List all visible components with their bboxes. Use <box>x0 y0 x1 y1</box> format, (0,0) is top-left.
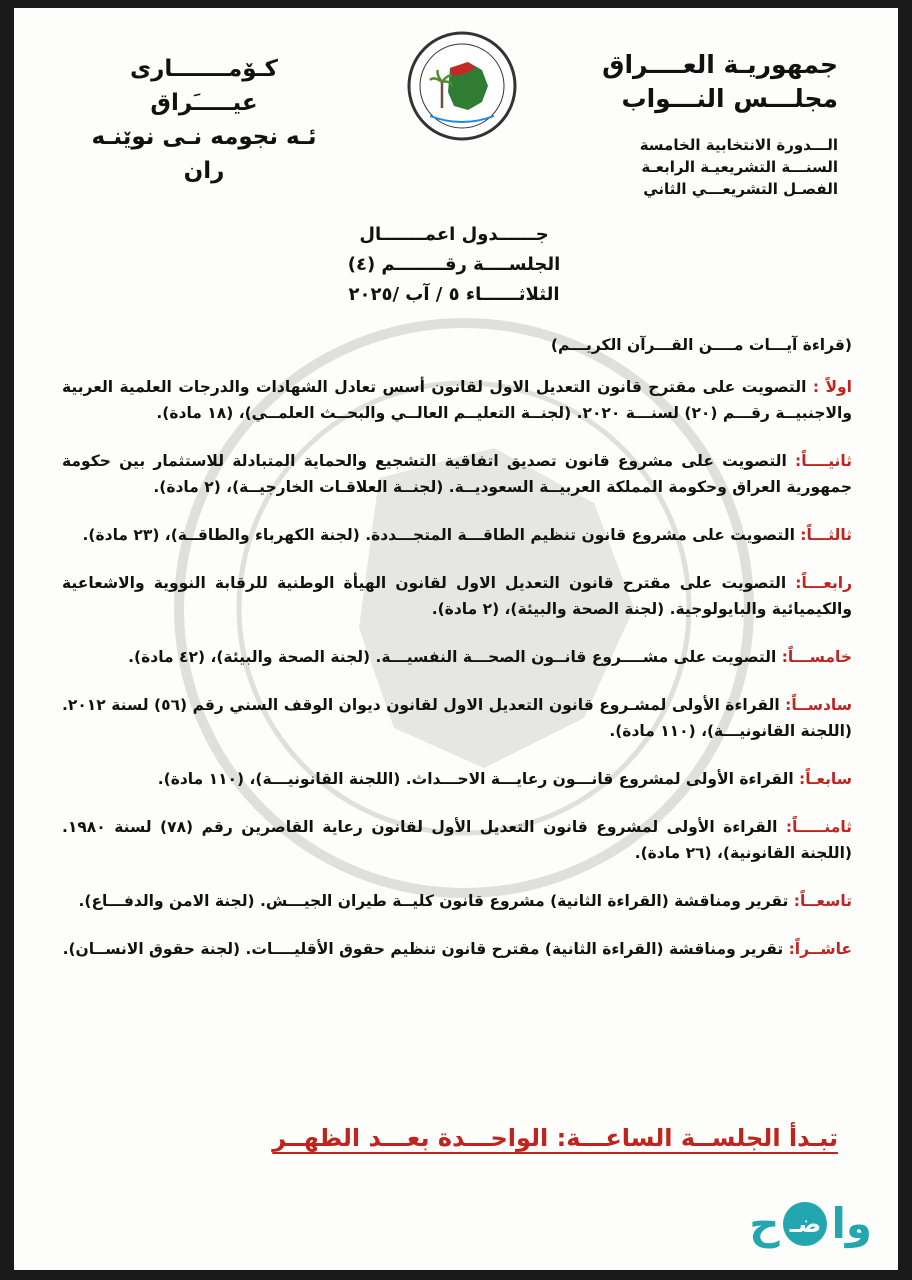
item-text: التصويت على مشروع قانون تصديق اتفاقية التشجيع والحماية المتبادلة للاستثمار بين حكومة جمهورية العراق وحكومة المملكة العربيــة السعوديــة. (لجنــة العلاقـات الخارجيــة)، (٢ مادة). <box>62 452 852 496</box>
country-name: جمهوريـة العــــراق <box>602 50 838 79</box>
session-line: السنـــة التشريعيـة الرابعـة <box>641 158 838 176</box>
agenda-item <box>62 766 852 792</box>
agenda-item <box>62 888 852 914</box>
brand-circle-icon: ضـ <box>783 1202 827 1246</box>
item-text: تقرير ومناقشة (القراءة الثانية) مشروع قانون كليــة طيران الجيـــش. (لجنة الامن والدفـــاع). <box>78 892 794 910</box>
item-label: سادســاً: <box>785 696 852 714</box>
brand-text-end: ح <box>749 1199 780 1248</box>
agenda-item <box>62 936 852 962</box>
document-page <box>14 8 898 1270</box>
opening-line: (قراءة آيـــات مــــن القـــرآن الكريـــم) <box>550 336 852 354</box>
agenda-item <box>62 692 852 744</box>
item-label: ثامنـــــاً: <box>785 818 852 836</box>
country-name-kurdish: كـۆمـــــــارى عيـــــَراق <box>130 56 278 116</box>
session-line: الـــدورة الانتخابية الخامسة <box>639 136 838 154</box>
item-text: القراءة الأولى لمشروع قانون التعديل الأول لقانون رعاية القاصرين رقم (٧٨) لسنة ١٩٨٠. (اللجنة القانونية)، (٢٦ مادة). <box>62 818 852 862</box>
item-text: التصويت على مشروع قانون تنظيم الطاقـــة المتجـــددة. (لجنة الكهرباء والطاقــة)، (٢٣ مادة). <box>82 526 801 544</box>
agenda-content <box>62 336 852 984</box>
agenda-heading: جــــــدول اعمـــــــال <box>359 224 549 245</box>
parliament-logo <box>406 30 518 142</box>
item-label: اولاً : <box>812 378 852 396</box>
agenda-title <box>254 220 654 310</box>
council-name: مجلـــس النـــواب <box>621 84 838 113</box>
item-label: ثانيــــاً: <box>795 452 852 470</box>
item-label: عاشــراً: <box>788 940 852 958</box>
agenda-item <box>62 644 852 670</box>
session-number: الجلســــة رقــــــــم (٤) <box>347 254 561 275</box>
item-label: خامســـاً: <box>781 648 852 666</box>
agenda-item <box>62 448 852 500</box>
session-info <box>602 134 838 200</box>
item-text: تقرير ومناقشة (القراءة الثانية) مقترح قانون تنظيم حقوق الأقليــــات. (لجنة حقوق الانســان). <box>62 940 789 958</box>
brand-watermark <box>749 1199 872 1248</box>
item-label: تاسعــاً: <box>793 892 852 910</box>
council-name-kurdish: ئـه نجومه نـى نوێنـه ران <box>91 124 317 184</box>
item-text: القراءة الأولى لمشروع قانـــون رعايـــة الاحـــداث. (اللجنة القانونيـــة)، (١١٠ مادة). <box>157 770 800 788</box>
session-line: الفصـل التشريعـــي الثاني <box>643 180 838 198</box>
agenda-item <box>62 570 852 622</box>
item-label: رابعـــاً: <box>795 574 852 592</box>
agenda-item <box>62 374 852 426</box>
item-label: ثالثـــاً: <box>800 526 852 544</box>
session-start-note: تبـدأ الجلســة الساعـــة: الواحـــدة بعـــد الظهــر <box>272 1124 838 1152</box>
brand-text-start: وا <box>831 1199 872 1248</box>
header-right <box>602 48 838 200</box>
agenda-item <box>62 814 852 866</box>
item-text: القراءة الأولى لمشـروع قانون التعديل الاول لقانون ديوان الوقف السني رقم (٥٦) لسنة ٢٠١٢. (اللجنة القانونيـــة)، (١١٠ مادة). <box>62 696 852 740</box>
item-text: التصويت على مقترح قانون التعديل الاول لقانون الهيأة الوطنية للرقابة النووية والاشعاعية والكيميائية والبايولوجية. (لجنة الصحة والبيئة)، (٢ مادة). <box>62 574 852 618</box>
item-text: التصويت على مشــــروع قانــون الصحـــة النفسيـــة. (لجنة الصحة والبيئة)، (٤٢ مادة). <box>128 648 782 666</box>
session-date: الثلاثــــــاء ٥ / آب /٢٠٢٥ <box>348 284 560 305</box>
item-text: التصويت على مقترح قانون التعديل الاول لقانون أسس تعادل الشهادات والدرجات العلمية العربية والاجنبيــة رقـــم (٢٠) لسنـــة ٢٠٢٠. (لجنــة التعليــم العالــي والبحــث العلمــي)، (١٨ مادة). <box>62 378 852 422</box>
item-label: سابعـاً: <box>799 770 852 788</box>
header-left <box>74 52 334 188</box>
agenda-item <box>62 522 852 548</box>
